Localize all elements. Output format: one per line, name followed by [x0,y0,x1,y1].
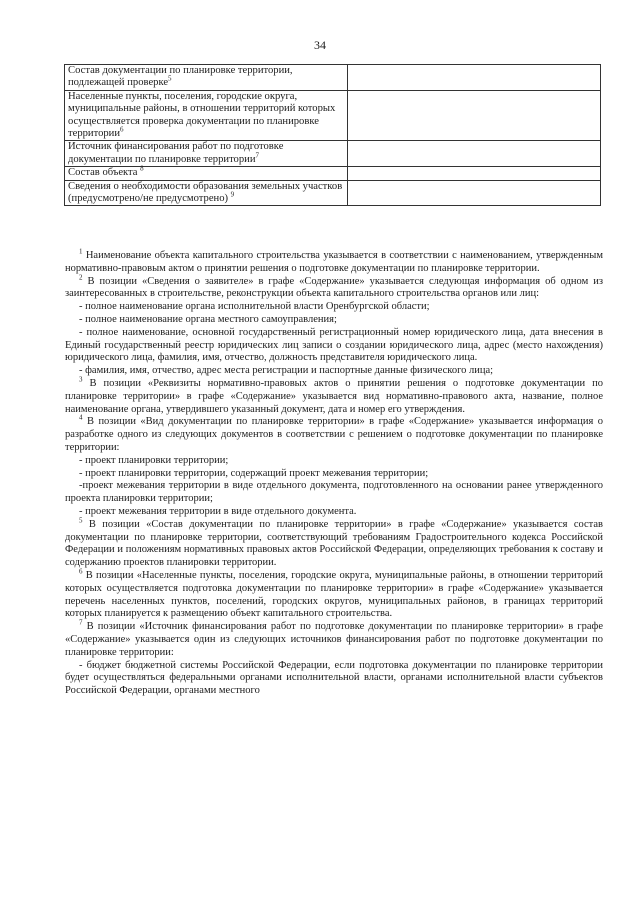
footnote-4 [65,413,603,454]
footnote-list-item [65,301,603,314]
table-row [65,65,601,91]
table-value-cell [347,90,600,141]
footnote-ref: 6 [120,125,124,134]
row-label: Состав объекта [68,167,141,179]
form-table [64,64,601,206]
footnote-text: В позиции «Сведения о заявителе» в графе «Содержание» указывается следующая информация об одном из заинтересованных в строительстве, реконструкции объекта капитального строительства органов или лиц: [65,275,603,300]
footnote-3 [65,375,603,416]
footnote-mark: 1 [79,247,83,256]
footnote-text: В позиции «Источник финансирования работ по подготовке документации по планировке территории» в графе «Содержание» указывается один из следующих источников финансирования работ по подготовке документации по планировке территории: [65,621,603,658]
table-value-cell [347,167,600,180]
footnote-list-item [65,506,603,519]
footnote-text: - полное наименование органа местного самоуправления; [79,313,337,325]
table-row [65,180,601,206]
table-value-cell [347,65,600,91]
footnote-2 [65,273,603,302]
table-value-cell [347,180,600,206]
footnote-ref: 8 [140,164,144,173]
row-label: Состав документации по планировке территории, подлежащей проверке [68,65,293,89]
footnote-5 [65,516,603,570]
row-label: Источник финансирования работ по подготовке документации по планировке территории [68,141,284,165]
table-row [65,141,601,167]
footnote-text: - фамилия, имя, отчество, адрес места регистрации и паспортные данные физического лица; [79,365,494,377]
footnotes [65,247,603,698]
footnote-text: - проект межевания территории в виде отдельного документа. [79,505,357,517]
footnote-list-item [65,660,603,698]
table-label-cell [65,90,348,141]
footnote-text: В позиции «Вид документации по планировке территории» в графе «Содержание» указывается информация о разработке одного из следующих документов в соответствии с решением о подготовке документации по планировке территории: [65,416,603,453]
table-row [65,167,601,180]
table-label-cell [65,180,348,206]
footnote-mark: 3 [79,375,83,384]
footnote-list-item [65,314,603,327]
footnote-1 [65,247,603,276]
footnote-text: - полное наименование органа исполнительной власти Оренбургской области; [79,301,430,313]
footnote-ref: 5 [168,74,172,83]
footnote-mark: 4 [79,413,83,422]
page-number: 34 [314,38,326,52]
footnote-text: В позиции «Состав документации по планировке территории» в графе «Содержание» указывается состав документации по планировке территории, соответствующий требованиям Градостроительного кодекса Российской Федерации и положениям нормативных правовых актов Российской Федерации, определяющих требования к составу и содержанию проектов планировки территории. [65,518,603,569]
footnote-list-item [65,468,603,481]
footnote-6 [65,567,603,621]
footnote-list-item [65,480,603,506]
footnote-mark: 5 [79,516,83,525]
footnote-text: В позиции «Населенные пункты, поселения, городские округа, муниципальные районы, в отношении территорий которых осуществляется подготовка документации по планировке территории» в графе «Содержание» указывается перечень населенных пунктов, поселений, городских округов, муниципальных районов, в границах территорий которых планируется к размещению объект капитального строительства. [65,569,603,620]
footnote-text: - полное наименование, основной государственный регистрационный номер юридического лица, дата внесения в Единый государственный реестр юридических лиц записи о создании юридического лица, адрес (место нахождения) юридического лица, фамилия, имя, отчество, должность представителя юридического лица. [65,326,603,364]
row-label: Населенные пункты, поселения, городские округа, муниципальные районы, в отношении территорий которых осуществляется проверка документации по планировке территории [68,90,336,140]
footnote-7 [65,618,603,659]
table-label-cell [65,164,348,180]
footnote-list-item [65,455,603,468]
footnote-text: - бюджет бюджетной системы Российской Федерации, если подготовка документации по планировке территории будет осуществляться федеральными органами исполнительной власти, органами исполнительной власти субъектов Российской Федерации, органами местного [65,659,603,697]
table-value-cell [347,141,600,167]
footnote-text: Наименование объекта капитального строительства указывается в соответствии с наименованием, утвержденным нормативно-правовым актом о принятии решения о подготовке документации по планировке территории. [65,250,603,274]
footnote-text: - проект планировки территории; [79,454,229,466]
footnote-list-item [65,327,603,365]
footnote-ref: 7 [255,151,259,160]
footnote-list-item [65,365,603,378]
footnote-ref: 9 [230,190,235,199]
footnote-text: -проект межевания территории в виде отдельного документа, подготовленного на основании ранее утвержденного проекта планировки территории; [65,480,603,505]
footnote-mark: 6 [79,567,83,576]
table-label-cell [65,65,348,91]
row-label: Сведения о необходимости образования земельных участков (предусмотрено/не предусмотрено) [68,180,343,205]
table-label-cell [65,141,348,167]
footnote-text: - проект планировки территории, содержащий проект межевания территории; [79,467,429,479]
table-row [65,90,601,141]
footnote-text: В позиции «Реквизиты нормативно-правовых актов о принятии решения о подготовке документации по планировке территории» в графе «Содержание» указывается вид нормативно-правового акта, название, полное наименование органа, утвердившего указанный документ, дата и номер его утверждения. [65,377,603,415]
footnote-mark: 2 [79,273,83,282]
footnote-mark: 7 [79,618,83,627]
